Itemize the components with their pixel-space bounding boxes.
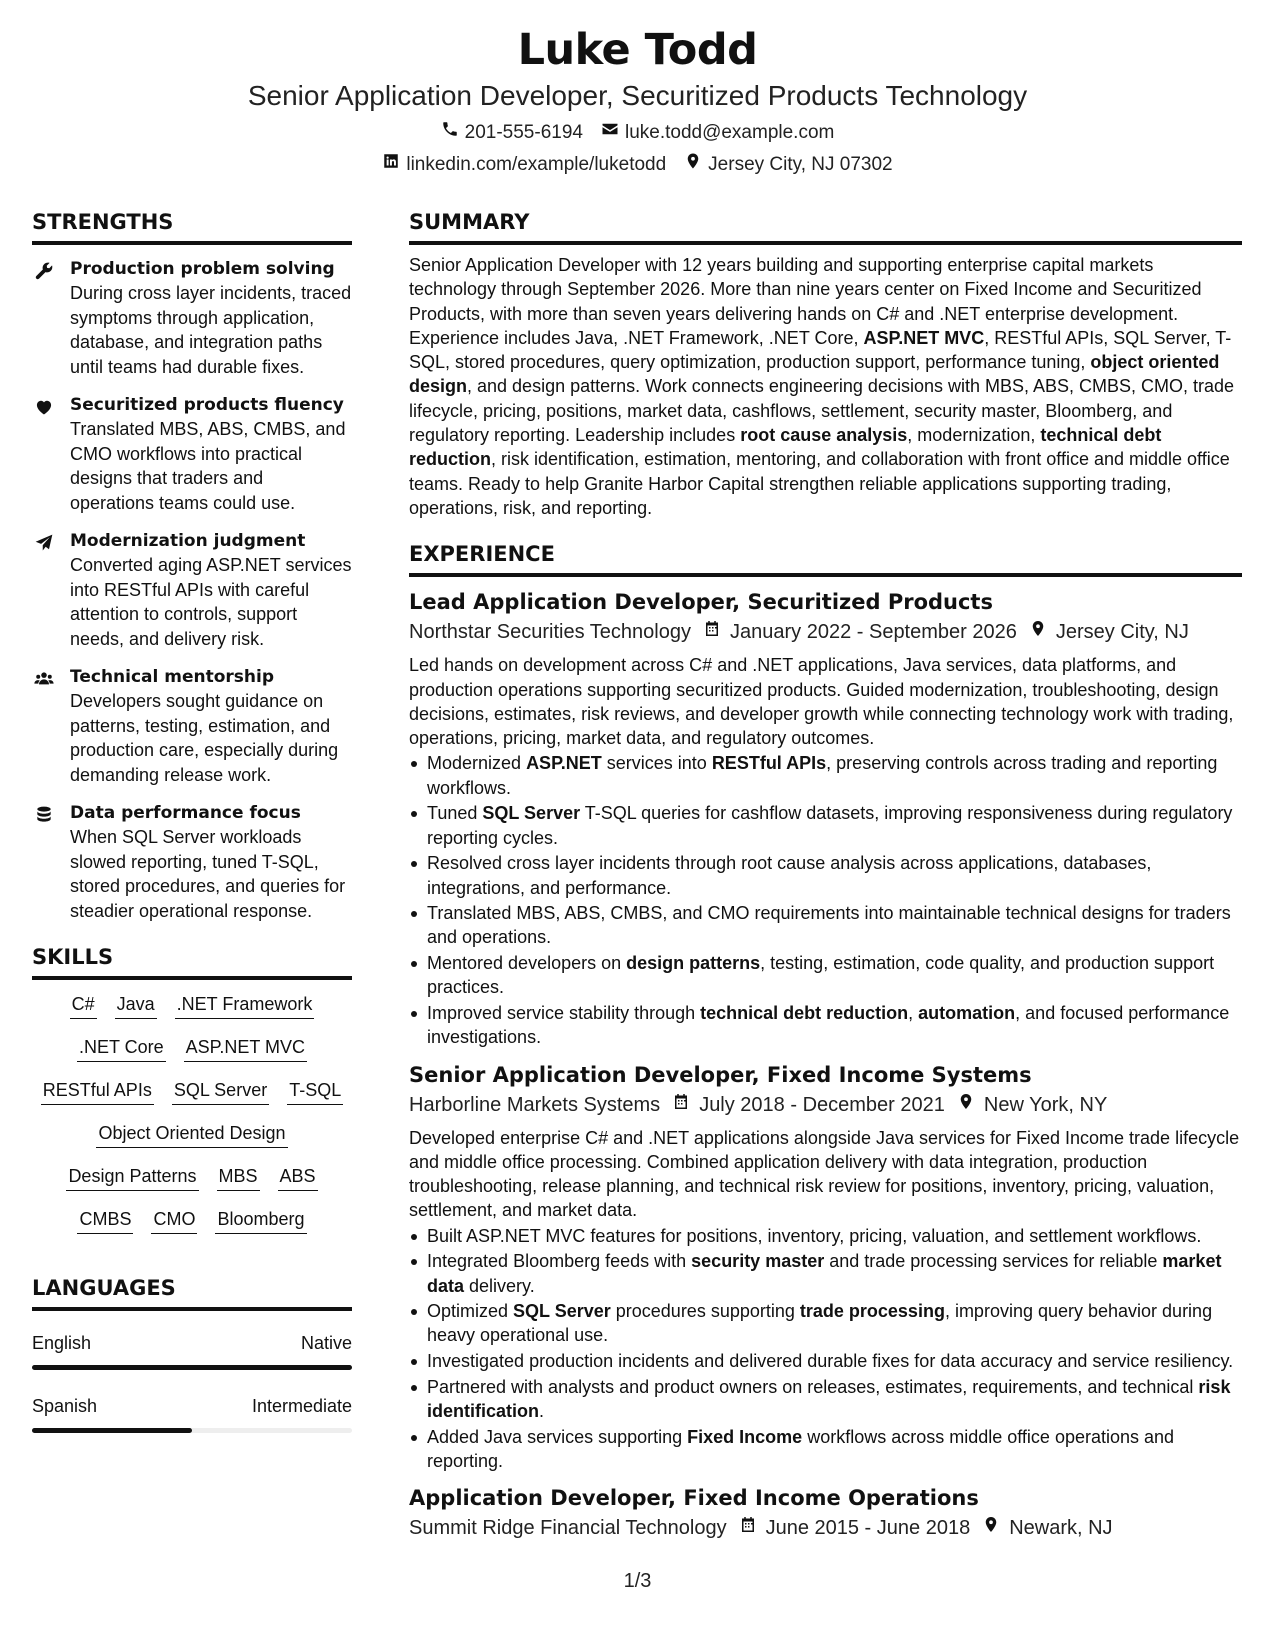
job-title: Lead Application Developer, Securitized Products [409, 590, 993, 615]
summary-heading: SUMMARY [409, 208, 1242, 245]
contact-linkedin[interactable] [382, 152, 666, 178]
bullet-item: Improved service stability through technical debt reduction, automation, and focused performance investigations. [409, 1001, 1242, 1050]
skill-row [32, 1207, 352, 1234]
languages-section [32, 1274, 352, 1433]
map-pin-icon [684, 152, 702, 178]
strength-description: During cross layer incidents, traced symptoms through application, database, and integration paths until teams had durable fixes. [70, 283, 352, 377]
language-level: Intermediate [251, 1396, 352, 1416]
languages-heading: LANGUAGES [32, 1274, 352, 1311]
skill-tag: CMBS [77, 1207, 133, 1234]
job-meta [409, 617, 1242, 647]
contact-email[interactable] [601, 120, 834, 146]
map-pin-icon [982, 1513, 1000, 1543]
calendar-icon [672, 1090, 690, 1120]
skill-tag: Design Patterns [66, 1164, 198, 1191]
skill-tag: Bloomberg [215, 1207, 306, 1234]
candidate-headline: Senior Application Developer, Securitized Products Technology [247, 80, 1028, 111]
strength-title: Data performance focus [70, 803, 301, 823]
skill-tag: .NET Core [77, 1035, 166, 1062]
bullet-item: Partnered with analysts and product owners on releases, estimates, requirements, and technical risk identification. [409, 1375, 1242, 1424]
company-name: Northstar Securities Technology [409, 621, 691, 644]
strength-description: Converted aging ASP.NET services into RESTful APIs with careful attention to controls, support needs, and delivery risk. [70, 555, 352, 649]
skill-tag: .NET Framework [175, 992, 315, 1019]
language-name: Spanish [32, 1396, 98, 1416]
job-entry [409, 1483, 1242, 1543]
bullet-item: Translated MBS, ABS, CMBS, and CMO requirements into maintainable technical designs for traders and operations. [409, 901, 1242, 950]
language-item [32, 1394, 352, 1433]
job-meta [409, 1513, 1242, 1543]
skill-row [32, 1164, 352, 1191]
language-level: Native [300, 1333, 352, 1353]
skill-tag: Java [115, 992, 157, 1019]
strength-title: Securitized products fluency [70, 395, 344, 415]
language-proficiency-fill [32, 1428, 192, 1433]
database-icon [32, 801, 70, 923]
skill-tag: ABS [278, 1164, 318, 1191]
resume-header [0, 22, 1275, 178]
heart-icon [32, 393, 70, 515]
strengths-section [32, 208, 352, 923]
experience-heading: EXPERIENCE [409, 540, 1242, 577]
email-address: luke.todd@example.com [624, 122, 835, 143]
job-bullets [409, 1224, 1242, 1473]
contact-location [684, 152, 892, 178]
summary-section [409, 208, 1242, 520]
company-name: Summit Ridge Financial Technology [409, 1517, 727, 1540]
job-title: Application Developer, Fixed Income Operations [409, 1486, 979, 1511]
strength-title: Modernization judgment [70, 531, 306, 551]
strengths-list [32, 257, 352, 923]
job-dates: June 2015 - June 2018 [765, 1517, 971, 1540]
language-item [32, 1331, 352, 1370]
job-description: Led hands on development across C# and .NET applications, Java services, data platforms, and production operations supporting securitized products. Guided modernization, troubleshooting, design decisions, estimates, risk reviews, and developer growth while connecting technology work with trading, operations, pricing, market data, and regulatory outcomes. [409, 655, 1234, 749]
linkedin-url: linkedin.com/example/luketodd [406, 154, 667, 175]
calendar-icon [703, 617, 721, 647]
map-pin-icon [1029, 617, 1047, 647]
strength-item [32, 665, 352, 787]
skill-row [32, 1121, 352, 1148]
job-description: Developed enterprise C# and .NET applications alongside Java services for Fixed Income trade lifecycle and middle office processing. Combined application delivery with data integration, production troubleshooting, release planning, and technical risk review for positions, inventory, pricing, valuation, settlement, and market data. [409, 1127, 1240, 1221]
job-bullets [409, 751, 1242, 1049]
job-meta [409, 1090, 1242, 1120]
candidate-name: Luke Todd [517, 25, 758, 75]
location-text: Jersey City, NJ 07302 [708, 154, 893, 175]
wrench-icon [32, 257, 70, 379]
map-pin-icon [957, 1090, 975, 1120]
envelope-icon [601, 120, 619, 146]
strength-item [32, 393, 352, 515]
strength-item [32, 257, 352, 379]
bullet-item: Modernized ASP.NET services into RESTful APIs, preserving controls across trading and reporting workflows. [409, 751, 1242, 800]
skill-row [32, 1078, 352, 1105]
skills-list [32, 992, 352, 1234]
bullet-item: Investigated production incidents and delivered durable fixes for data accuracy and service resiliency. [409, 1349, 1242, 1373]
contact-row-2 [0, 152, 1275, 178]
page-number: 1/3 [623, 1570, 652, 1592]
job-location: New York, NY [983, 1093, 1108, 1116]
strengths-heading: STRENGTHS [32, 208, 352, 245]
linkedin-icon [382, 152, 400, 178]
company-name: Harborline Markets Systems [409, 1093, 661, 1116]
language-proficiency-fill [32, 1365, 352, 1370]
paper-plane-icon [32, 529, 70, 651]
skill-tag: C# [70, 992, 97, 1019]
phone-icon [441, 120, 459, 146]
strength-description: Developers sought guidance on patterns, testing, estimation, and production care, especially during demanding release work. [70, 691, 339, 785]
skill-tag: ASP.NET MVC [184, 1035, 307, 1062]
bullet-item: Optimized SQL Server procedures supporting trade processing, improving query behavior during heavy operational use. [409, 1299, 1242, 1348]
users-icon [32, 665, 70, 787]
calendar-icon [739, 1513, 757, 1543]
contact-row-1 [0, 120, 1275, 146]
bullet-item: Mentored developers on design patterns, testing, estimation, code quality, and production support practices. [409, 951, 1242, 1000]
experience-section [409, 540, 1242, 1543]
language-proficiency-bar [32, 1428, 352, 1433]
skill-row [32, 1035, 352, 1062]
right-column [409, 208, 1242, 1543]
bullet-item: Integrated Bloomberg feeds with security master and trade processing services for reliable market data delivery. [409, 1249, 1242, 1298]
phone-number: 201-555-6194 [464, 122, 583, 143]
job-entry [409, 1060, 1242, 1474]
skills-heading: SKILLS [32, 943, 352, 980]
job-title: Senior Application Developer, Fixed Income Systems [409, 1062, 1032, 1087]
left-column [32, 208, 352, 1457]
bullet-item: Added Java services supporting Fixed Income workflows across middle office operations and reporting. [409, 1425, 1242, 1474]
job-dates: July 2018 - December 2021 [699, 1093, 945, 1116]
bullet-item: Resolved cross layer incidents through root cause analysis across applications, databases, integrations, and performance. [409, 851, 1242, 900]
language-proficiency-bar [32, 1365, 352, 1370]
strength-description: Translated MBS, ABS, CMBS, and CMO workflows into practical designs that traders and operations teams could use. [70, 419, 346, 513]
skill-tag: CMO [151, 1207, 197, 1234]
summary-text: Senior Application Developer with 12 years building and supporting enterprise capital markets technology through September 2026. More than nine years center on Fixed Income and Securitized Products, with more than seven years delivering hands on C# and .NET enterprise development. Experience includes Java, .NET Framework, .NET Core, ASP.NET MVC, RESTful APIs, SQL Server, T-SQL, stored procedures, query optimization, production support, performance tuning, object oriented design, and design patterns. Work connects engineering decisions with MBS, ABS, CMBS, CMO, trade lifecycle, pricing, positions, market data, cashflows, settlement, security master, Bloomberg, and regulatory reporting. Leadership includes root cause analysis, modernization, technical debt reduction, risk identification, estimation, mentoring, and collaboration with front office and middle office teams. Ready to help Granite Harbor Capital strengthen reliable applications supporting trading, operations, risk, and reporting. [409, 255, 1235, 518]
job-dates: January 2022 - September 2026 [730, 621, 1017, 644]
skill-tag: SQL Server [172, 1078, 269, 1105]
strength-item [32, 529, 352, 651]
skills-section [32, 943, 352, 1234]
job-location: Newark, NJ [1009, 1517, 1113, 1540]
job-entry [409, 587, 1242, 1049]
skill-tag: RESTful APIs [41, 1078, 154, 1105]
contact-phone[interactable] [441, 120, 583, 146]
skill-tag: T-SQL [287, 1078, 343, 1105]
job-location: Jersey City, NJ [1055, 621, 1189, 644]
languages-list [32, 1331, 352, 1433]
strength-description: When SQL Server workloads slowed reporting, tuned T-SQL, stored procedures, and queries for steadier operational response. [70, 827, 346, 921]
language-name: English [32, 1333, 92, 1353]
bullet-item: Tuned SQL Server T-SQL queries for cashflow datasets, improving responsiveness during regulatory reporting cycles. [409, 801, 1242, 850]
bullet-item: Built ASP.NET MVC features for positions, inventory, pricing, valuation, and settlement workflows. [409, 1224, 1242, 1248]
skill-tag: MBS [217, 1164, 260, 1191]
strength-title: Production problem solving [70, 259, 335, 279]
strength-item [32, 801, 352, 923]
strength-title: Technical mentorship [70, 667, 275, 687]
skill-row [32, 992, 352, 1019]
skill-tag: Object Oriented Design [96, 1121, 287, 1148]
